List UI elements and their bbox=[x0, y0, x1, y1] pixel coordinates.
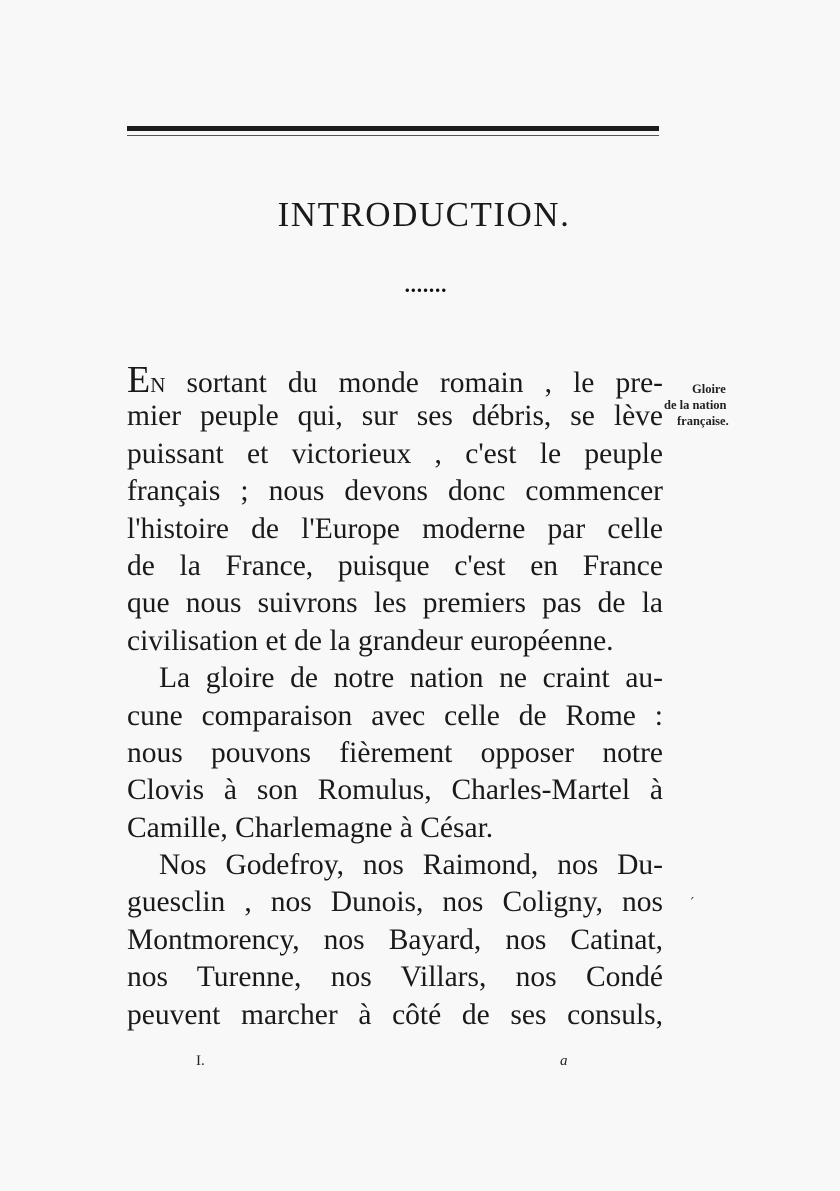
text-line: La gloire de notre nation ne craint au- bbox=[159, 662, 663, 695]
text-line: de la France, puisque c'est en France bbox=[127, 549, 663, 582]
text-line: nous pouvons fièrement opposer notre bbox=[127, 736, 663, 769]
text-line: Clovis à son Romulus, Charles-Martel à bbox=[127, 774, 663, 807]
body-text bbox=[127, 361, 663, 1034]
text-line: puissant et victorieux , c'est le peuple bbox=[127, 437, 663, 470]
marginal-note-line: française. bbox=[677, 414, 729, 428]
chapter-title: INTRODUCTION. bbox=[277, 195, 571, 234]
text-line: Montmorency, nos Bayard, nos Catinat, bbox=[127, 923, 663, 956]
small-cap: N bbox=[150, 373, 166, 397]
text-line: l'histoire de l'Europe moderne par celle bbox=[127, 512, 663, 545]
text-line: que nous suivrons les premiers pas de la bbox=[127, 587, 663, 620]
text-line: guesclin , nos Dunois, nos Coligny, nos bbox=[127, 886, 663, 919]
header-rule-thin bbox=[127, 135, 659, 136]
text-line bbox=[127, 359, 663, 401]
stray-mark: ´ bbox=[688, 896, 695, 912]
text-line: français ; nous devons donc commencer bbox=[127, 475, 663, 508]
marginal-note-line: Gloire bbox=[692, 382, 726, 396]
marginal-note bbox=[664, 381, 774, 429]
text-line: cune comparaison avec celle de Rome : bbox=[127, 699, 663, 732]
text-line: Camille, Charlemagne à César. bbox=[127, 811, 494, 844]
text-line: nos Turenne, nos Villars, nos Condé bbox=[127, 961, 663, 994]
text-line-content: sortant du monde romain , le pre- bbox=[165, 367, 663, 399]
title-ornament: ••••••• bbox=[403, 284, 447, 298]
text-line: civilisation et de la grandeur européenne. bbox=[127, 624, 614, 657]
drop-cap: E bbox=[127, 359, 151, 401]
text-line: mier peuple qui, sur ses débris, se lève bbox=[127, 400, 663, 433]
text-line: Nos Godefroy, nos Raimond, nos Du- bbox=[159, 849, 663, 882]
text-line: peuvent marcher à côté de ses consuls, bbox=[127, 998, 663, 1031]
signature-mark-right: a bbox=[560, 1053, 568, 1069]
marginal-note-line: de la nation bbox=[664, 398, 727, 412]
signature-mark-left: I. bbox=[196, 1053, 205, 1069]
header-rule-thick bbox=[127, 126, 659, 131]
